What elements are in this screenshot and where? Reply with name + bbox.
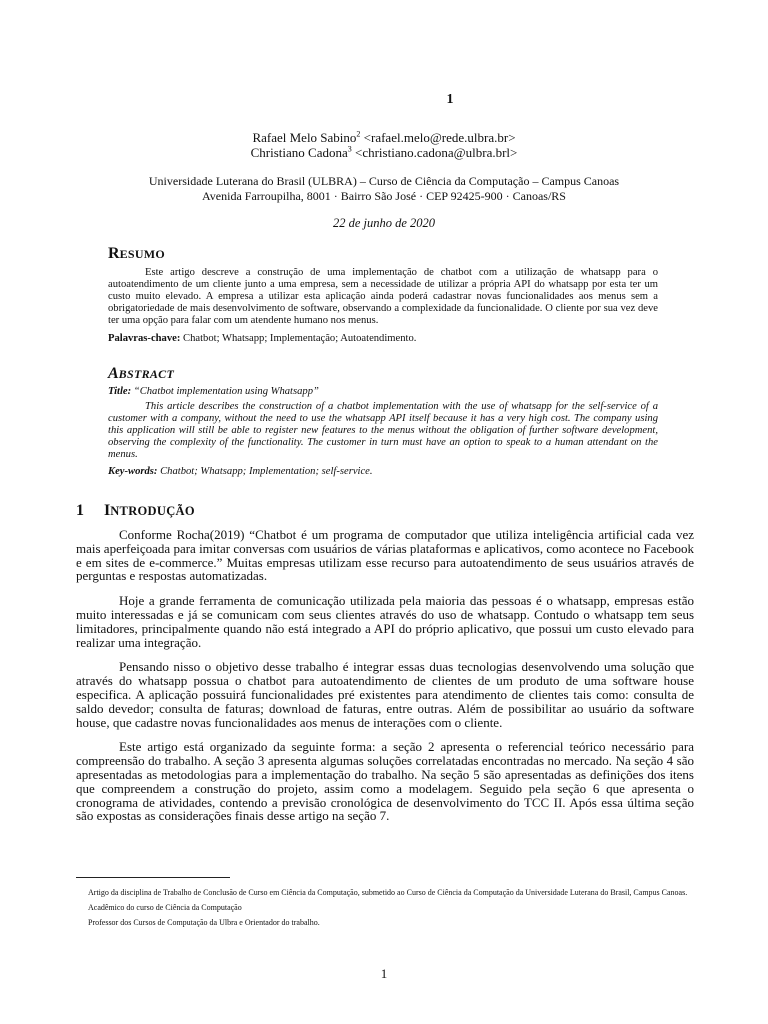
resumo-heading-initial: R [108,245,120,262]
abstract-keywords [108,466,658,477]
footnote: Acadêmico do curso de Ciência da Computação [88,903,242,912]
affiliation-line-2: Avenida Farroupilha, 8001 · Bairro São José · CEP 92425-900 · Canoas/RS [202,189,566,203]
body-paragraph: Este artigo está organizado da seguinte forma: a seção 2 apresenta o referencial teórico necessário para compreensão do trabalho. A seção 3 apresenta algumas soluções correlatadas encontradas no mercado. Na seção 4 são apresentadas as metodologias para a implementação do trabalho. Na seção 5 são apresentadas as definições dos itens que compreendem a construção do projeto, assim como a modelagem. Seguido pela seção 6 que apresenta o cronograma de atividades, contendo a previsão cronológica de desenvolvimento do TCC II. Após essa última seção são expostas as considerações finais desse artigo na seção 7. [76,739,694,824]
section-body [76,528,694,823]
abstract-section [108,365,658,477]
author-line [0,145,768,160]
resumo-keywords-value: Chatbot; Whatsapp; Implementação; Autoatendimento. [183,332,417,344]
abstract-heading-rest: BSTRACT [118,367,175,381]
section-heading-rest: NTRODUÇÃO [110,504,195,518]
author-email[interactable]: <christiano.cadona@ulbra.brl> [355,145,518,160]
body-paragraph: Pensando nisso o objetivo desse trabalho é integrar essas duas tecnologias desenvolvendo uma solução que através do whatsapp possua o chatbot para autoatendimento de clientes de um produto de uma software house especifica. A aplicação possuirá funcionalidades pré existentes para atendimento de clientes tais como: consulta de saldo devedor; consulta de faturas; download de faturas, entre outras. Além de possibilitar ao usuário da software house, que cadastre novas funcionalidades aos menus de interações com o cliente. [76,659,694,730]
author-name: Christiano Cadona [250,145,348,160]
header-number: 1 [446,92,454,107]
footnote: Professor dos Cursos de Computação da Ulbra e Orientador do trabalho. [88,918,320,927]
publication-date: 22 de junho de 2020 [332,216,436,230]
abstract-heading [108,365,658,383]
resumo-heading [108,245,658,263]
footnotes [88,888,694,933]
resumo-keywords-label: Palavras-chave: [108,332,181,344]
author-name: Rafael Melo Sabino [252,130,357,145]
author-footnote-mark: 3 [347,144,352,154]
abstract-text: This article describes the construction of a chatbot implementation with the use of whatsapp for the self-service of a customer with a company, without the need to use the whatsapp API itself because it has a very high cost. The company using this application will still be able to register new features to the menus without the obligation of further software development, observing the complexity of the functionality. The customer in turn must have an option to speak to a human attendant on the menus. [108,401,658,460]
abstract-title-value: “Chatbot implementation using Whatsapp” [133,386,319,397]
author-email[interactable]: <rafael.melo@rede.ulbra.br> [363,130,516,145]
abstract-title-label: Title: [108,386,132,397]
section-heading-initial: I [104,502,111,519]
section-heading [76,502,195,520]
author-line [0,130,768,145]
footnote: Artigo da disciplina de Trabalho de Conclusão de Curso em Ciência da Computação, submetido ao Curso de Ciência da Computação da Universidade Luterana do Brasil, Campus Canoas. [88,888,688,897]
abstract-title [108,386,658,397]
body-paragraph: Hoje a grande ferramenta de comunicação utilizada pela maioria das pessoas é o whatsapp, empresas estão muito interessadas e já se comunicam com seus clientes através do uso de whatsapp. Contudo o whatsapp tem seus limitadores, principalmente quando não está integrado a API do próprio aplicativo, que possui um custo elevado para realizar uma integração. [76,593,694,650]
affiliation-line-1: Universidade Luterana do Brasil (ULBRA) – Curso de Ciência da Computação – Campus Canoas [148,174,620,188]
section-number: 1 [76,502,84,519]
resumo-keywords [108,333,658,344]
resumo-heading-rest: ESUMO [119,247,166,261]
body-paragraph: Conforme Rocha(2019) “Chatbot é um programa de computador que utiliza inteligência artificial cada vez mais aperfeiçoada para imitar conversas com usuários de várias plataformas e aplicativos, como acontece no Facebook e em sites de e-commerce.” Muitas empresas utilizam esse recurso para autoatendimento de seus usuários através de perguntas e respostas automatizadas. [76,527,694,584]
abstract-keywords-value: Chatbot; Whatsapp; Implementation; self-service. [160,465,373,477]
page-number: 1 [380,966,388,981]
footnote-divider [76,877,230,878]
abstract-heading-initial: A [108,365,119,382]
resumo-text: Este artigo descreve a construção de uma implementação de chatbot com a utilização de whatsapp para o autoatendimento de um cliente junto a uma empresa, sem a necessidade de utilizar a própria API do whatsapp por esta ter um custo muito elevado. A empresa a utilizar esta aplicação ainda poderá cadastrar novas funcionalidades aos menus sem a obrigatoriedade de mais desenvolvimento de software, observando a complexidade da funcionalidade. O cliente por sua vez deve ter uma opção para falar com um atendente humano nos menus. [108,267,658,326]
author-list [0,130,768,160]
resumo-section [108,245,658,344]
affiliation [0,174,768,204]
abstract-keywords-label: Key-words: [108,465,158,477]
author-footnote-mark: 2 [356,129,361,139]
